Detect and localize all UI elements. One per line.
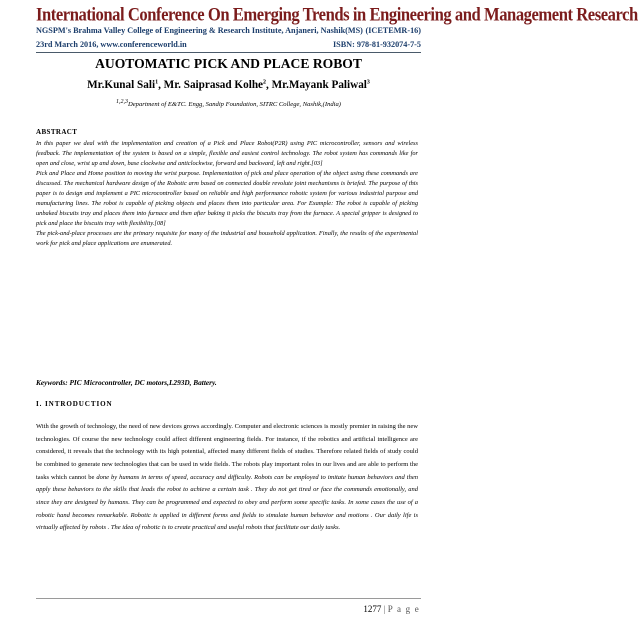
introduction-body bbox=[36, 421, 418, 535]
paper-title: AUOTOMATIC PICK AND PLACE ROBOT bbox=[95, 56, 362, 71]
conference-code: (ICETEMR-16) bbox=[365, 26, 421, 35]
page-label: P a g e bbox=[387, 604, 420, 614]
section-heading-introduction: I. INTRODUCTION bbox=[36, 400, 113, 408]
author-list bbox=[36, 79, 421, 91]
abstract-heading: ABSTRACT bbox=[36, 128, 78, 136]
conference-title: International Conference On Emerging Trends in Engineering and Management Research bbox=[36, 3, 638, 25]
page-number-footer bbox=[363, 604, 420, 614]
college-name: NGSPM's Brahma Valley College of Engineering & Research Institute, Anjaneri, Nashik(MS) bbox=[36, 26, 363, 35]
conference-date-site: 23rd March 2016, www.conferenceworld.in bbox=[36, 40, 187, 49]
introduction-paragraph bbox=[36, 421, 418, 535]
abstract-paragraph: Pick and Place and Home position to moving the wrist purpose. Implementation of pick and place operation of the object using these commands are discussed. The mechanical hardware design of the Robotic arm based on connected double revolute joint mechanisms is briefed. The purpose of this paper is to design and implement a PIC microcontroller based on reliable and high performance robotic system for various industrial purpose and manufacturing lines. The robot is capable of picking objects and places them into particular area. For Example: The robot is capable of picking unbaked biscuits tray and places them into furnace and then after baking it picks the biscuits tray from the furnace. A special gripper is designed to pick and place the biscuits tray with flexibility.[08] bbox=[36, 170, 418, 227]
page-separator: | bbox=[383, 604, 386, 614]
author-sup: 1 bbox=[155, 79, 159, 86]
author-sup: 3 bbox=[366, 79, 370, 86]
footer-divider bbox=[36, 598, 421, 599]
affiliation-sup: 1,2,3 bbox=[115, 99, 128, 105]
affiliation-text: Department of E&TC. Engg, Sandip Foundation, SITRC College, Nashik,(India) bbox=[127, 101, 341, 109]
affiliation bbox=[36, 99, 421, 108]
header-row-date bbox=[36, 40, 421, 49]
introduction-text-italic: done by humans in terms of speed, accuracy and difficulty. Robots can be employed to imitate human behaviors and then apply these behaviors to the skills that leads the robot to achieve a certain task . They do not get tired or face the commands emotionally, and since they are designed by humans. They can be programmed and expected to obey and perform some specific tasks. In some cases the use of a robotic hand becomes remarkable. Robotic is applied in different forms and fields to simulate human behavior and motions . Our daily life is virtually affected by robots . The idea of robotic is to create practical and useful robots that facilitate our daily tasks. bbox=[36, 473, 418, 532]
author-name: Mr. Saiprasad Kolhe bbox=[163, 79, 264, 91]
author-name: Mr.Kunal Sali bbox=[87, 79, 156, 91]
keywords: Keywords: PIC Microcontroller, DC motors,L293D, Battery. bbox=[36, 378, 217, 387]
author-name: Mr.Mayank Paliwal bbox=[271, 79, 367, 91]
abstract-paragraph: In this paper we deal with the implementation and creation of a Pick and Place Robot(P2R) using PIC microcontroller, sensors and wireless feedback. The implementation of the system is based on a simple, flexible and easiest control technology. The robot system has commands like for open and close, wrist up and down, base clockwise and anticlockwise, forward and backward, left and right.[03] bbox=[36, 140, 418, 167]
header-divider bbox=[36, 52, 421, 53]
introduction-text: With the growth of technology, the need of new devices grows accordingly. Computer and electronic sciences is mostly premier in raising the new technologies. Of course the new technology could affect different engineering fields. For instance, if the robotics and artificial intelligence are considered, it reveals that the technology with its high potential, affected many different fields of studies. Therefore related fields of study could be combined to generate new technologies that can be used in wide fields. The robots play important roles in our lives and are able to perform the tasks which cannot be bbox=[36, 423, 418, 481]
abstract-body bbox=[36, 139, 418, 249]
header-row-college bbox=[36, 26, 421, 35]
abstract-paragraph: The pick-and-place processes are the primary requisite for many of the industrial and household application. Finally, the results of the experimental work for pick and place applications are enumerated. bbox=[36, 230, 418, 247]
isbn: ISBN: 978-81-932074-7-5 bbox=[332, 40, 421, 49]
page-number: 1277 bbox=[363, 604, 382, 614]
author-separator: , bbox=[266, 79, 272, 91]
author-sup: 2 bbox=[263, 79, 267, 86]
author-separator: , bbox=[158, 79, 164, 91]
